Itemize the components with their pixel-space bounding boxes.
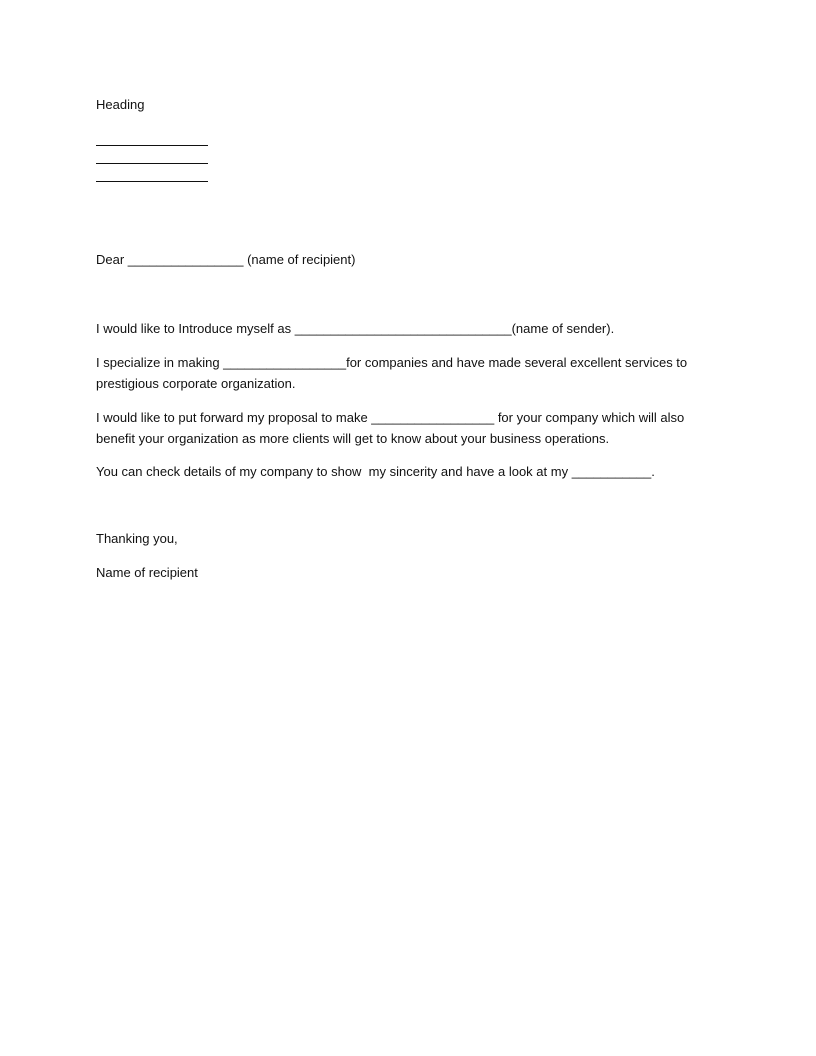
closing-text: Thanking you, [96, 531, 178, 546]
paragraph-introduction: I would like to Introduce myself as ______________________________(name of sender). [96, 321, 615, 336]
address-blank-line-3 [96, 181, 208, 182]
address-blank-line-2 [96, 163, 208, 164]
paragraph-details: You can check details of my company to show my sincerity and have a look at my ___________. [96, 464, 655, 479]
signature-text: Name of recipient [96, 565, 198, 580]
paragraph-proposal: I would like to put forward my proposal to make _________________ for your company which will also benefit your organization as more clients will get to know about your business operations. [96, 410, 688, 446]
heading-text: Heading [96, 97, 145, 112]
salutation-text: Dear ________________ (name of recipient) [96, 252, 356, 267]
address-blank-line-1 [96, 145, 208, 146]
paragraph-specialization: I specialize in making _________________for companies and have made several excellent services to prestigious corporate organization. [96, 355, 691, 391]
